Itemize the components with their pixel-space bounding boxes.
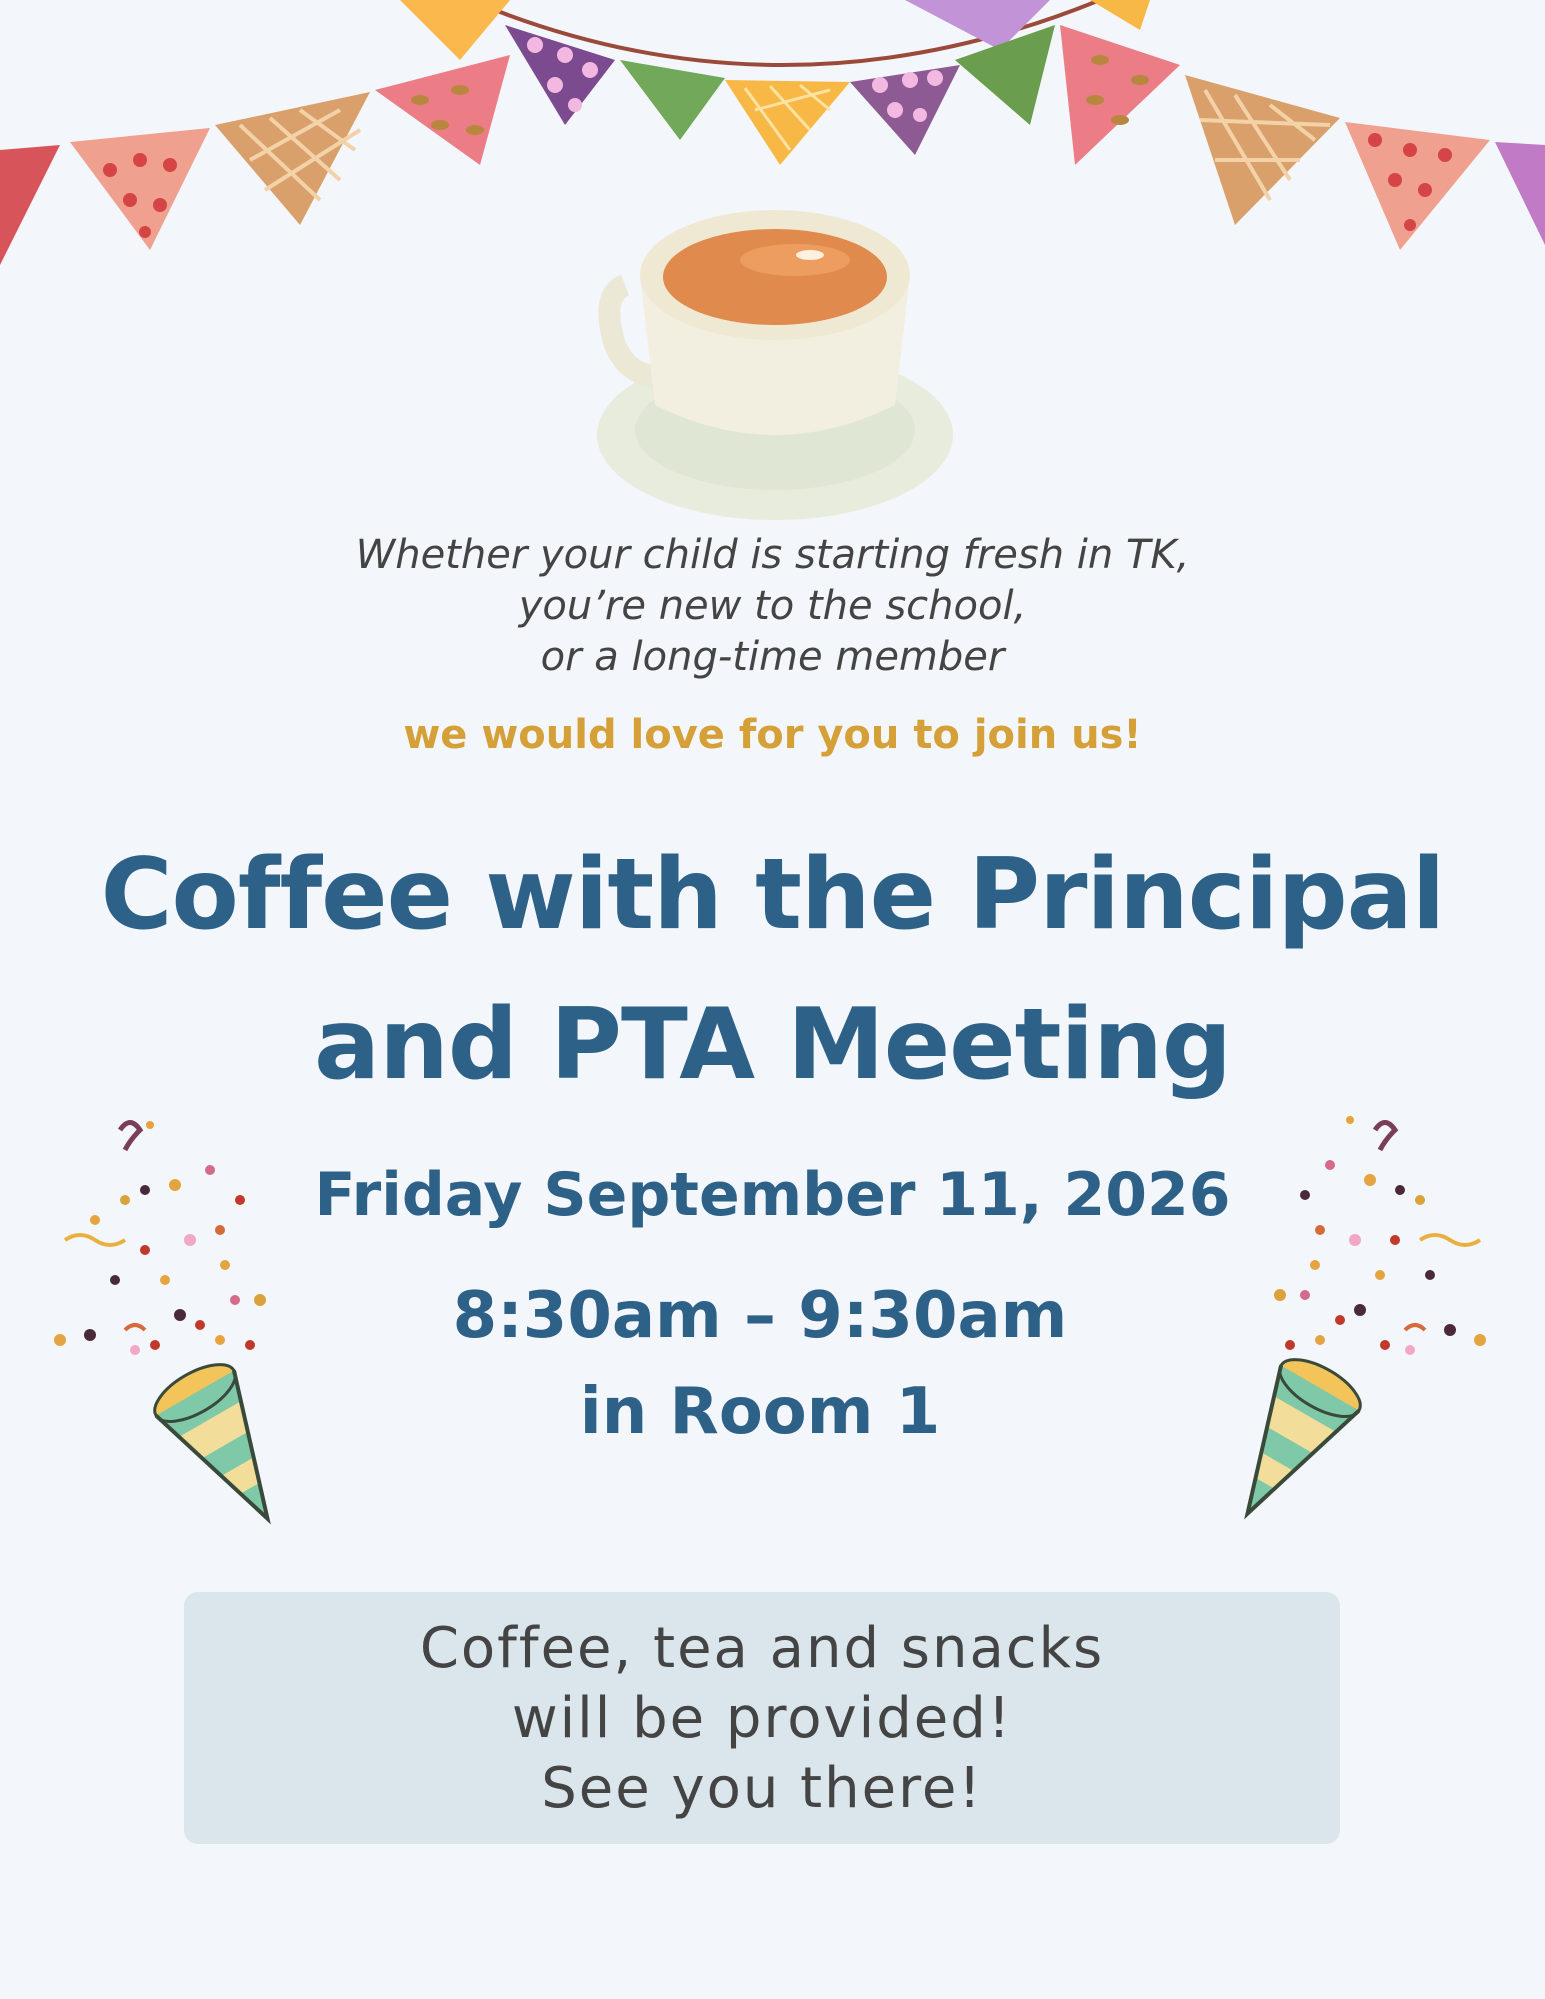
event-title <box>0 820 1545 1120</box>
coffee-cup-icon <box>590 205 960 525</box>
flag <box>375 55 510 165</box>
flag <box>725 80 850 165</box>
flag <box>0 145 60 265</box>
notice-line: Coffee, tea and snacks <box>419 1616 1105 1681</box>
flag <box>1495 142 1545 245</box>
intro-line: or a long-time member <box>540 634 1005 680</box>
event-time: 8:30am – 9:30am <box>452 1279 1068 1353</box>
notice-line: will be provided! <box>511 1686 1013 1751</box>
intro-line: Whether your child is starting fresh in TK, <box>355 532 1190 578</box>
party-popper-icon <box>50 1110 360 1530</box>
title-line: and PTA Meeting <box>313 988 1231 1102</box>
flag <box>215 92 370 225</box>
intro-text <box>0 530 1545 683</box>
invite-text: we would love for you to join us! <box>403 712 1142 758</box>
refreshments-notice <box>184 1592 1340 1844</box>
intro-line: you’re new to the school, <box>518 583 1027 629</box>
flag <box>1345 122 1490 250</box>
flag <box>505 25 615 125</box>
notice-line: See you there! <box>541 1756 983 1821</box>
flag <box>620 60 725 140</box>
event-location: in Room 1 <box>579 1375 941 1449</box>
flag <box>1060 25 1180 165</box>
event-date: Friday September 11, 2026 <box>314 1160 1231 1230</box>
party-popper-icon <box>1180 1105 1500 1530</box>
title-line: Coffee with the Principal <box>100 838 1445 952</box>
